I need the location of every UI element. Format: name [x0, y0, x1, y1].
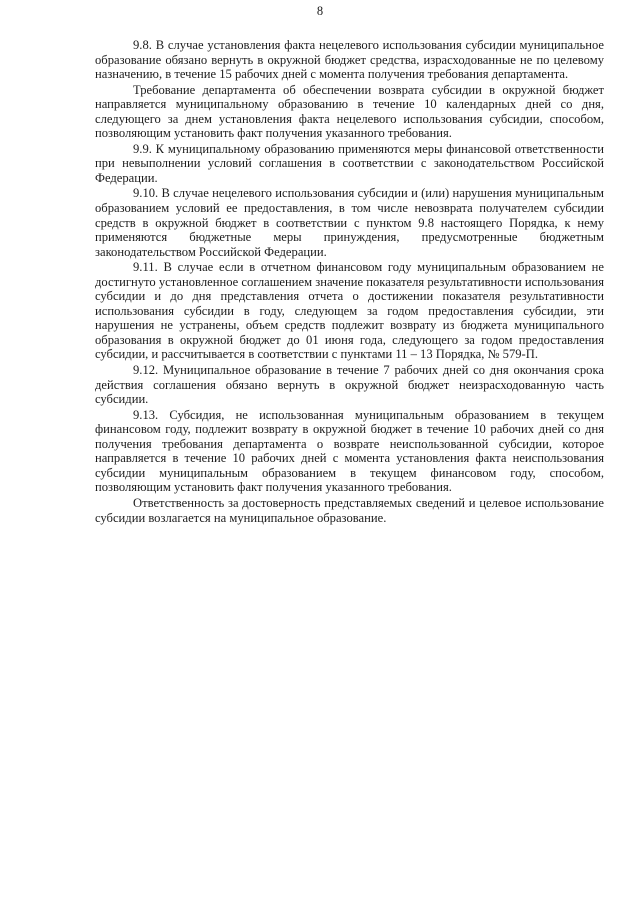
paragraph-requirement-notice: Требование департамента об обеспечении возврата субсидии в окружной бюджет направляется муниципальному образованию в течение 10 календарных дней со дня, следующего за днем установления факта нецелевого использования субсидии, способом, позволяющим установить факт получения указанного требования. [95, 82, 604, 141]
paragraph-9-11: 9.11. В случае если в отчетном финансовом году муниципальным образованием не достигнуто установленное соглашением значение показателя результативности использования субсидии и до дня представления отчета о достижении показателя результативности использования субсидии в году, следующем за годом предоставления субсидии, эти нарушения не устранены, объем средств подлежит возврату из бюджета муниципального образования в окружной бюджет до 01 июня года, следующего за годом предоставления субсидии, и рассчитывается в соответствии с пунктами 11 – 13 Порядка, № 579-П. [95, 260, 604, 362]
paragraph-9-9: 9.9. К муниципальному образованию применяются меры финансовой ответственности при невыполнении условий соглашения в соответствии с законодательством Российской Федерации. [95, 141, 604, 185]
paragraph-9-10: 9.10. В случае нецелевого использования субсидии и (или) нарушения муниципальным образованием условий ее предоставления, в том числе невозврата получателем субсидии средств в окружной бюджет в соответствии с пунктом 9.8 настоящего Порядка, к нему применяются бюджетные меры принуждения, предусмотренные бюджетным законодательством Российской Федерации. [95, 186, 604, 259]
paragraph-9-12: 9.12. Муниципальное образование в течение 7 рабочих дней со дня окончания срока действия соглашения обязано вернуть в окружной бюджет неизрасходованную часть субсидии. [95, 363, 604, 407]
document-body [95, 38, 604, 526]
paragraph-responsibility: Ответственность за достоверность представляемых сведений и целевое использование субсидии возлагается на муниципальное образование. [95, 495, 604, 525]
paragraph-9-8: 9.8. В случае установления факта нецелевого использования субсидии муниципальное образование обязано вернуть в окружной бюджет средства, израсходованные не по целевому назначению, в течение 15 рабочих дней с момента получения требования департамента. [95, 38, 604, 82]
paragraph-9-13: 9.13. Субсидия, не использованная муниципальным образованием в текущем финансовом году, подлежит возврату в окружной бюджет в течение 10 рабочих дней со дня получения требования департамента о возврате неиспользованной субсидии, которое направляется в течение 10 рабочих дней с момента установления факта неиспользования субсидии муниципальным образованием в текущем финансовом году, способом, позволяющим установить факт получения указанного требования. [95, 407, 604, 495]
page-number: 8 [316, 4, 324, 18]
